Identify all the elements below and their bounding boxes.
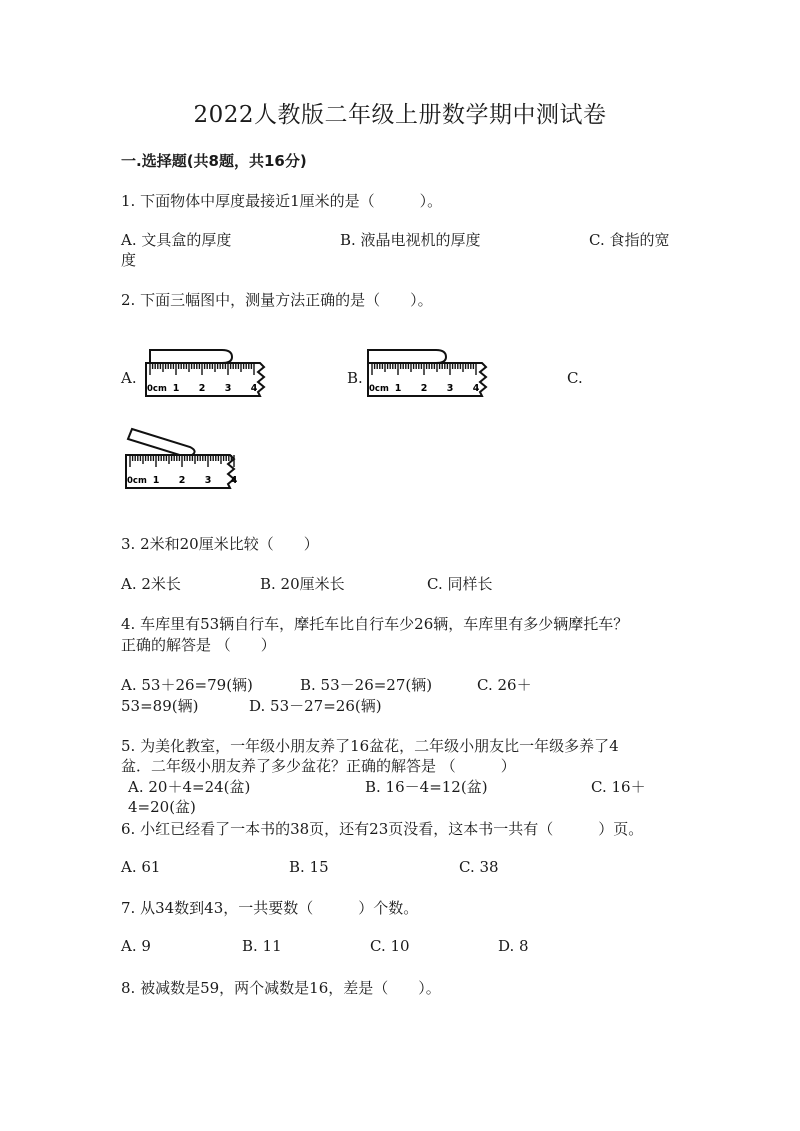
question-4-option-c: C. 26＋: [477, 676, 532, 694]
question-4-option-b: B. 53－26=27(辆): [300, 676, 433, 694]
question-2-stem: 2. 下面三幅图中，测量方法正确的是（ ）。: [121, 291, 433, 309]
ruler-label: 4: [250, 383, 258, 394]
ruler-label: 0cm: [147, 384, 167, 394]
question-4-stem-line1: 4. 车库里有53辆自行车，摩托车比自行车少26辆，车库里有多少辆摩托车？: [121, 615, 629, 633]
section-heading: 一.选择题(共8题，共16分): [121, 152, 307, 170]
ruler-label: 1: [152, 475, 160, 486]
question-4-option-d: D. 53－27=26(辆): [249, 697, 382, 715]
question-7-option-d: D. 8: [498, 937, 529, 955]
question-1-option-b: B. 液晶电视机的厚度: [340, 231, 481, 249]
question-8-stem: 8. 被减数是59，两个减数是16，差是（ ）。: [121, 979, 441, 997]
question-5-stem-line2: 盆．二年级小朋友养了多少盆花？正确的解答是 （ ）: [121, 757, 516, 775]
question-3-option-c: C. 同样长: [427, 575, 493, 593]
ruler-label: 3: [204, 475, 212, 486]
ruler-label: 4: [230, 475, 238, 486]
ruler-label: 1: [172, 383, 180, 394]
ruler-label: 2: [178, 475, 186, 486]
question-1-option-c: C. 食指的宽: [589, 231, 670, 249]
question-4-option-a: A. 53＋26=79(辆): [121, 676, 253, 694]
question-7-stem: 7. 从34数到43，一共要数（ ）个数。: [121, 899, 419, 917]
question-7-option-b: B. 11: [242, 937, 282, 955]
question-1-stem: 1. 下面物体中厚度最接近1厘米的是（ ）。: [121, 192, 443, 210]
question-2-option-b: B.: [347, 369, 363, 387]
question-3-option-b: B. 20厘米长: [260, 575, 345, 593]
question-6-option-a: A. 61: [121, 858, 161, 876]
question-1-option-a: A. 文具盒的厚度: [121, 231, 232, 249]
question-6-option-b: B. 15: [289, 858, 329, 876]
ruler-label: 3: [446, 383, 454, 394]
ruler-figure-b: [364, 345, 496, 401]
ruler-label: 3: [224, 383, 232, 394]
question-5-option-c-wrap: 4=20(盆): [128, 798, 196, 816]
question-3-option-a: A. 2米长: [121, 575, 181, 593]
ruler-figure-a: [142, 345, 274, 401]
ruler-label: 1: [394, 383, 402, 394]
question-7-option-a: A. 9: [121, 937, 151, 955]
question-2-option-a: A.: [121, 369, 137, 387]
ruler-figure-c: [122, 425, 242, 493]
question-5-option-a: A. 20＋4=24(盆): [128, 778, 251, 796]
question-4-stem-line2: 正确的解答是 （ ）: [121, 636, 276, 654]
page-title: 2022人教版二年级上册数学期中测试卷: [193, 102, 607, 128]
question-5-stem-line1: 5. 为美化教室，一年级小朋友养了16盆花，二年级小朋友比一年级多养了4: [121, 737, 619, 755]
question-5-option-b: B. 16－4=12(盆): [365, 778, 488, 796]
ruler-label: 0cm: [369, 384, 389, 394]
question-2-option-c: C.: [567, 369, 583, 387]
question-6-option-c: C. 38: [459, 858, 499, 876]
question-3-stem: 3. 2米和20厘米比较（ ）: [121, 535, 319, 553]
ruler-label: 2: [198, 383, 206, 394]
question-1-option-c-wrap: 度: [121, 251, 137, 269]
question-5-option-c: C. 16＋: [591, 778, 646, 796]
ruler-label: 0cm: [127, 476, 147, 486]
question-4-option-c-wrap: 53=89(辆): [121, 697, 199, 715]
question-7-option-c: C. 10: [370, 937, 410, 955]
ruler-label: 2: [420, 383, 428, 394]
question-6-stem: 6. 小红已经看了一本书的38页，还有23页没看，这本书一共有（ ）页。: [121, 820, 644, 838]
ruler-label: 4: [472, 383, 480, 394]
